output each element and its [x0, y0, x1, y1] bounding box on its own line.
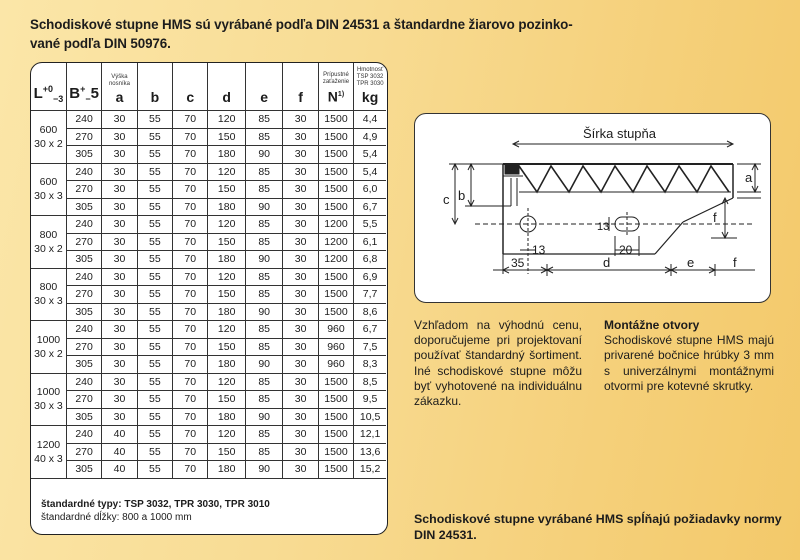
table-cell: 6,0 [354, 181, 386, 199]
table-cell: 7,7 [354, 286, 386, 304]
dim-13-bottom-label: 13 [532, 243, 546, 257]
table-cell: 1500 [318, 286, 353, 304]
group-profile: 30 x 3 [34, 190, 63, 203]
table-cell: 70 [173, 146, 208, 164]
diagram-title: Šírka stupňa [583, 126, 656, 141]
table-cell: 5,5 [354, 216, 386, 234]
table-cell: 30 [283, 181, 318, 199]
dim-a-label: a [745, 170, 753, 185]
table-cell: 85 [245, 443, 282, 461]
header-weight: Hmotnosť TSP 3032 TPR 3030 kg [354, 63, 386, 111]
table-cell: 40 [102, 426, 137, 444]
group-length: 800 [39, 228, 58, 241]
table-cell: 180 [208, 461, 245, 479]
table-cell: 960 [318, 338, 353, 356]
step-diagram-panel [414, 113, 771, 303]
table-cell: 240 [66, 216, 101, 234]
table-cell: 70 [173, 286, 208, 304]
table-cell: 6,7 [354, 198, 386, 216]
table-cell: 30 [283, 146, 318, 164]
table-cell: 305 [66, 198, 101, 216]
table-cell: 30 [283, 443, 318, 461]
dim-b-label: b [458, 188, 466, 203]
size-group-cell [31, 426, 66, 479]
table-cell: 85 [245, 268, 282, 286]
header-f: f [283, 63, 318, 111]
standard-types-label: štandardné typy: [41, 499, 122, 510]
table-row [31, 233, 386, 251]
table-cell: 90 [245, 356, 282, 374]
spec-table-panel [30, 62, 388, 535]
table-cell: 120 [208, 216, 245, 234]
table-cell: 30 [283, 338, 318, 356]
table-cell: 30 [102, 111, 137, 129]
table-cell: 55 [137, 163, 172, 181]
table-cell: 30 [102, 181, 137, 199]
table-cell: 30 [283, 373, 318, 391]
table-cell: 150 [208, 391, 245, 409]
table-cell: 30 [102, 408, 137, 426]
table-cell: 270 [66, 391, 101, 409]
table-cell: 55 [137, 373, 172, 391]
table-row [31, 356, 386, 374]
table-cell: 55 [137, 338, 172, 356]
table-cell: 305 [66, 251, 101, 269]
table-cell: 8,3 [354, 356, 386, 374]
table-cell: 55 [137, 268, 172, 286]
table-cell: 30 [102, 303, 137, 321]
table-row [31, 128, 386, 146]
table-cell: 8,5 [354, 373, 386, 391]
table-cell: 240 [66, 111, 101, 129]
table-cell: 180 [208, 146, 245, 164]
table-cell: 90 [245, 146, 282, 164]
table-cell: 150 [208, 443, 245, 461]
table-cell: 1500 [318, 426, 353, 444]
table-cell: 90 [245, 303, 282, 321]
table-cell: 30 [102, 391, 137, 409]
table-cell: 70 [173, 111, 208, 129]
table-row [31, 321, 386, 339]
table-row [31, 163, 386, 181]
table-cell: 30 [283, 408, 318, 426]
table-cell: 1500 [318, 373, 353, 391]
table-cell: 70 [173, 251, 208, 269]
table-cell: 180 [208, 303, 245, 321]
table-row [31, 408, 386, 426]
table-cell: 1500 [318, 303, 353, 321]
table-cell: 240 [66, 426, 101, 444]
table-cell: 960 [318, 321, 353, 339]
table-cell: 70 [173, 461, 208, 479]
header-e: e [245, 63, 282, 111]
group-length: 600 [39, 176, 58, 189]
table-cell: 30 [283, 233, 318, 251]
group-length: 600 [39, 123, 58, 136]
table-cell: 70 [173, 198, 208, 216]
table-row [31, 303, 386, 321]
table-cell: 30 [102, 286, 137, 304]
table-row [31, 443, 386, 461]
table-cell: 30 [102, 321, 137, 339]
table-cell: 30 [283, 286, 318, 304]
size-group-cell [31, 321, 66, 374]
dim-20-label: 20 [619, 243, 633, 257]
table-row [31, 461, 386, 479]
table-cell: 90 [245, 408, 282, 426]
table-cell: 30 [102, 163, 137, 181]
size-group-cell [31, 216, 66, 269]
table-cell: 55 [137, 391, 172, 409]
table-cell: 120 [208, 373, 245, 391]
table-cell: 120 [208, 163, 245, 181]
table-cell: 270 [66, 338, 101, 356]
table-cell: 70 [173, 426, 208, 444]
table-cell: 55 [137, 286, 172, 304]
table-row [31, 216, 386, 234]
table-cell: 13,6 [354, 443, 386, 461]
group-length: 1000 [36, 386, 61, 399]
table-cell: 85 [245, 111, 282, 129]
table-footer [41, 498, 270, 524]
table-cell: 150 [208, 233, 245, 251]
step-diagram [415, 114, 769, 301]
table-cell: 150 [208, 128, 245, 146]
table-cell: 305 [66, 146, 101, 164]
table-cell: 15,2 [354, 461, 386, 479]
table-cell: 55 [137, 356, 172, 374]
size-group-cell [31, 111, 66, 164]
table-cell: 70 [173, 216, 208, 234]
header-d: d [208, 63, 245, 111]
table-cell: 85 [245, 391, 282, 409]
table-cell: 240 [66, 268, 101, 286]
table-cell: 30 [102, 338, 137, 356]
table-cell: 70 [173, 321, 208, 339]
table-cell: 70 [173, 443, 208, 461]
table-row [31, 391, 386, 409]
table-cell: 30 [283, 128, 318, 146]
table-cell: 1500 [318, 461, 353, 479]
table-cell: 55 [137, 233, 172, 251]
table-cell: 120 [208, 111, 245, 129]
table-cell: 270 [66, 181, 101, 199]
table-cell: 30 [283, 198, 318, 216]
table-cell: 55 [137, 251, 172, 269]
table-cell: 30 [283, 111, 318, 129]
table-cell: 305 [66, 356, 101, 374]
table-row [31, 146, 386, 164]
table-cell: 55 [137, 408, 172, 426]
table-cell: 55 [137, 181, 172, 199]
group-profile: 30 x 2 [34, 242, 63, 255]
table-cell: 120 [208, 426, 245, 444]
table-cell: 70 [173, 233, 208, 251]
table-cell: 1500 [318, 111, 353, 129]
table-cell: 30 [102, 128, 137, 146]
group-profile: 30 x 3 [34, 400, 63, 413]
table-cell: 120 [208, 268, 245, 286]
table-cell: 55 [137, 146, 172, 164]
table-cell: 270 [66, 443, 101, 461]
dim-f-bottom-label: f [733, 255, 737, 270]
table-cell: 90 [245, 461, 282, 479]
table-cell: 1500 [318, 181, 353, 199]
header-load: Prípustné zaťaženie $N^{1)}$ [318, 63, 353, 111]
table-cell: 70 [173, 128, 208, 146]
table-cell: 270 [66, 286, 101, 304]
table-cell: 40 [102, 443, 137, 461]
table-cell: 1500 [318, 163, 353, 181]
mounting-holes-section [604, 318, 774, 394]
table-header-row [31, 63, 386, 111]
table-cell: 150 [208, 181, 245, 199]
table-cell: 30 [283, 163, 318, 181]
table-cell: 30 [283, 426, 318, 444]
header-c: c [173, 63, 208, 111]
table-cell: 70 [173, 338, 208, 356]
table-cell: 1200 [318, 233, 353, 251]
table-cell: 55 [137, 198, 172, 216]
table-cell: 70 [173, 268, 208, 286]
group-profile: 30 x 2 [34, 347, 63, 360]
table-cell: 8,6 [354, 303, 386, 321]
table-cell: 30 [283, 216, 318, 234]
table-cell: 1500 [318, 128, 353, 146]
table-cell: 6,1 [354, 233, 386, 251]
group-length: 1000 [36, 333, 61, 346]
table-cell: 240 [66, 163, 101, 181]
table-cell: 270 [66, 233, 101, 251]
table-cell: 1200 [318, 251, 353, 269]
header-B: $B^+_-5$ [66, 63, 101, 111]
table-cell: 30 [102, 198, 137, 216]
table-cell: 30 [102, 268, 137, 286]
table-cell: 180 [208, 198, 245, 216]
dim-e-label: e [687, 255, 695, 270]
page-heading: Schodiskové stupne HMS sú vyrábané podľa DIN 24531 a štandardne žiarovo pozinko-vané podľa DIN 50976. [30, 17, 573, 51]
standard-types: TSP 3032, TPR 3030, TPR 3010 [124, 499, 270, 510]
table-cell: 6,8 [354, 251, 386, 269]
table-cell: 85 [245, 286, 282, 304]
table-cell: 30 [283, 321, 318, 339]
table-cell: 1500 [318, 268, 353, 286]
table-cell: 270 [66, 128, 101, 146]
pricing-note: Vzhľadom na výhodnú cenu, doporučujeme pri projektovaní používať štandardný šortiment. Iné schodiskové stupne môžu byť vyhotovené na individuálnu zákazku. [414, 318, 582, 409]
table-cell: 305 [66, 408, 101, 426]
dim-f-right-label: f [713, 210, 717, 225]
table-cell: 150 [208, 286, 245, 304]
table-cell: 1500 [318, 408, 353, 426]
dim-c-label: c [443, 192, 450, 207]
table-cell: 85 [245, 181, 282, 199]
group-profile: 30 x 2 [34, 137, 63, 150]
header-b: b [137, 63, 172, 111]
table-cell: 40 [102, 461, 137, 479]
standard-lengths: štandardné dĺžky: 800 a 1000 mm [41, 512, 192, 523]
table-cell: 30 [102, 251, 137, 269]
table-cell: 5,4 [354, 146, 386, 164]
table-cell: 9,5 [354, 391, 386, 409]
table-row [31, 286, 386, 304]
table-cell: 55 [137, 321, 172, 339]
table-cell: 6,7 [354, 321, 386, 339]
table-cell: 4,9 [354, 128, 386, 146]
table-row [31, 251, 386, 269]
table-body [31, 111, 386, 479]
table-cell: 70 [173, 163, 208, 181]
table-cell: 305 [66, 303, 101, 321]
table-cell: 180 [208, 251, 245, 269]
table-cell: 30 [283, 268, 318, 286]
table-cell: 30 [102, 356, 137, 374]
table-cell: 1200 [318, 216, 353, 234]
table-cell: 30 [102, 146, 137, 164]
table-cell: 240 [66, 321, 101, 339]
table-cell: 70 [173, 373, 208, 391]
table-cell: 7,5 [354, 338, 386, 356]
table-cell: 1500 [318, 146, 353, 164]
group-profile: 30 x 3 [34, 295, 63, 308]
table-cell: 70 [173, 391, 208, 409]
table-cell: 180 [208, 408, 245, 426]
table-cell: 85 [245, 426, 282, 444]
table-cell: 150 [208, 338, 245, 356]
table-cell: 30 [283, 461, 318, 479]
table-cell: 30 [283, 303, 318, 321]
table-row [31, 111, 386, 129]
table-row [31, 338, 386, 356]
table-cell: 1500 [318, 391, 353, 409]
table-cell: 55 [137, 426, 172, 444]
table-cell: 55 [137, 128, 172, 146]
table-row [31, 181, 386, 199]
header-L: $L^{+0}_{-3}$ [31, 63, 66, 111]
table-cell: 1500 [318, 443, 353, 461]
table-cell: 90 [245, 251, 282, 269]
table-cell: 30 [283, 356, 318, 374]
table-cell: 30 [102, 373, 137, 391]
table-cell: 85 [245, 338, 282, 356]
table-cell: 120 [208, 321, 245, 339]
table-cell: 4,4 [354, 111, 386, 129]
table-cell: 70 [173, 303, 208, 321]
table-cell: 960 [318, 356, 353, 374]
table-cell: 30 [283, 391, 318, 409]
dim-13-top-label: 13 [597, 221, 610, 233]
table-cell: 6,9 [354, 268, 386, 286]
table-cell: 55 [137, 111, 172, 129]
table-cell: 180 [208, 356, 245, 374]
table-cell: 240 [66, 373, 101, 391]
table-cell: 305 [66, 461, 101, 479]
table-cell: 85 [245, 321, 282, 339]
table-cell: 55 [137, 303, 172, 321]
table-cell: 85 [245, 216, 282, 234]
header-a: Výška nosníka a [102, 63, 137, 111]
table-cell: 55 [137, 216, 172, 234]
table-cell: 1500 [318, 198, 353, 216]
group-profile: 40 x 3 [34, 452, 63, 465]
compliance-note: Schodiskové stupne vyrábané HMS spĺňajú požiadavky normy DIN 24531. [414, 512, 782, 542]
table-cell: 55 [137, 443, 172, 461]
table-cell: 10,5 [354, 408, 386, 426]
size-group-cell [31, 373, 66, 426]
table-cell: 90 [245, 198, 282, 216]
table-cell: 85 [245, 163, 282, 181]
table-cell: 70 [173, 408, 208, 426]
table-cell: 70 [173, 356, 208, 374]
table-row [31, 426, 386, 444]
table-row [31, 373, 386, 391]
spec-table [31, 63, 386, 479]
group-length: 800 [39, 281, 58, 294]
table-cell: 30 [102, 216, 137, 234]
table-cell: 12,1 [354, 426, 386, 444]
table-cell: 70 [173, 181, 208, 199]
table-cell: 85 [245, 233, 282, 251]
table-cell: 30 [102, 233, 137, 251]
mounting-holes-title: Montážne otvory [604, 318, 700, 332]
table-row [31, 268, 386, 286]
size-group-cell [31, 268, 66, 321]
table-cell: 30 [283, 251, 318, 269]
table-cell: 5,4 [354, 163, 386, 181]
table-cell: 85 [245, 128, 282, 146]
table-cell: 85 [245, 373, 282, 391]
table-row [31, 198, 386, 216]
size-group-cell [31, 163, 66, 216]
mounting-holes-text: Schodiskové stupne HMS majú privarené bočnice hrúbky 3 mm s univerzálnymi montážnymi otvormi pre kotevné skrutky. [604, 333, 774, 393]
group-length: 1200 [36, 438, 61, 451]
dim-35-label: 35 [511, 256, 525, 270]
dim-d-label: d [603, 255, 611, 270]
table-cell: 55 [137, 461, 172, 479]
